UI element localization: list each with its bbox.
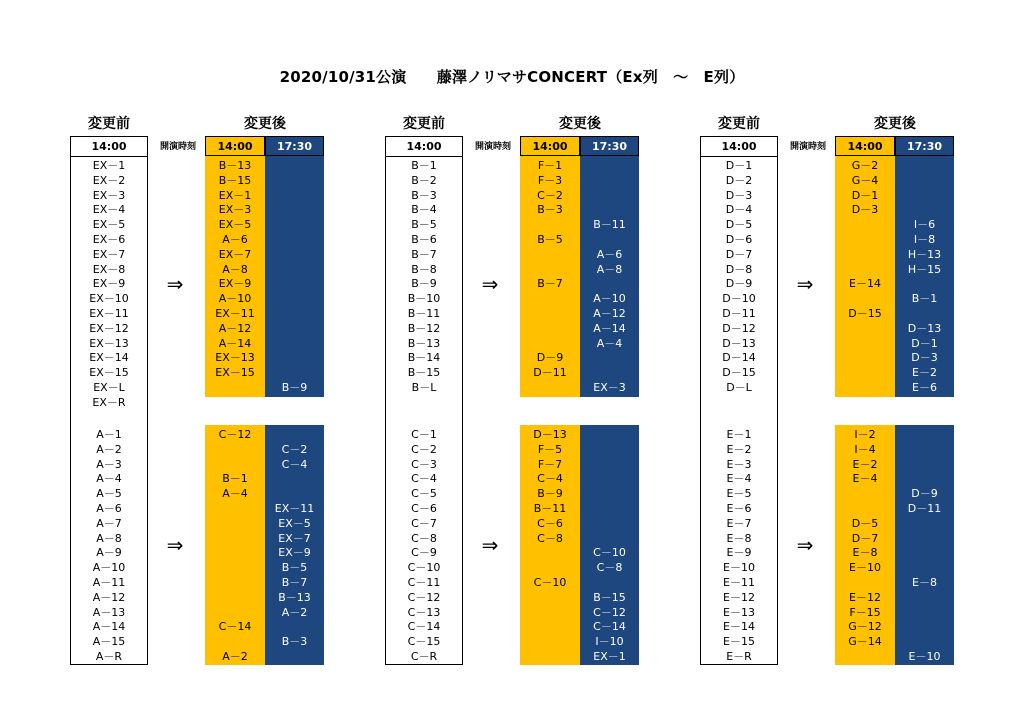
seat-after-1400: EX－5 — [218, 218, 252, 232]
start-time-label: 開演時刻 — [474, 142, 511, 152]
seat-before: E－4 — [726, 472, 752, 486]
seat-before — [386, 395, 462, 410]
seat-before: D－8 — [725, 262, 753, 276]
seat-before: B－2 — [411, 173, 437, 187]
start-time-label: 開演時刻 — [159, 142, 196, 152]
seat-before: A－8 — [96, 531, 122, 545]
seat-before: C－14 — [407, 620, 441, 634]
seat-before: E－12 — [723, 590, 755, 604]
seat-after-1730: A－4 — [596, 336, 623, 350]
seat-before: E－5 — [726, 487, 752, 501]
seat-before: C－15 — [407, 635, 441, 649]
seat-before: B－7 — [411, 247, 437, 261]
seat-after-1400: D－3 — [851, 203, 879, 217]
seat-after-1730: B－1 — [911, 292, 938, 306]
seat-after-1400: E－2 — [852, 457, 878, 471]
seat-before: B－9 — [411, 277, 437, 291]
seat-before: D－11 — [722, 307, 756, 320]
after-time-1400: 14:00 — [205, 136, 265, 156]
seat-after-1400: A－4 — [222, 487, 248, 501]
seat-before: C－6 — [411, 502, 437, 515]
seat-after-1400: G－12 — [848, 620, 882, 634]
seat-after-1730: D－3 — [911, 351, 938, 365]
seat-after-1400: B－15 — [218, 173, 252, 187]
seat-after-1400: B－5 — [537, 233, 563, 246]
seat-after-1400: C－12 — [218, 428, 252, 441]
seat-block-1 — [70, 0, 370, 724]
seat-after-1730: H－13 — [907, 247, 942, 261]
seat-after-1730: I－10 — [595, 635, 624, 649]
seat-after-1730: D－13 — [907, 321, 942, 335]
seat-after-1400: C－8 — [537, 531, 563, 545]
seat-after-1400: E－12 — [849, 590, 881, 604]
seat-after-1730: C－14 — [593, 620, 626, 634]
seat-before: D－15 — [722, 366, 756, 380]
seat-before: EX－R — [92, 395, 126, 409]
seat-before: E－7 — [726, 516, 752, 530]
seat-after-1730: I－6 — [913, 218, 936, 232]
start-time-label: 開演時刻 — [789, 142, 826, 152]
seat-after-1730: D－9 — [911, 487, 938, 501]
seat-before: C－9 — [411, 546, 437, 560]
seat-before: D－10 — [722, 292, 756, 306]
seat-before: E－R — [726, 650, 752, 663]
seat-before: EX－6 — [92, 233, 126, 246]
seat-after-1400: D－7 — [851, 531, 879, 545]
seat-after-1730: B－11 — [593, 218, 626, 232]
seat-before: C－13 — [407, 605, 441, 619]
seat-before: E－13 — [723, 605, 755, 619]
seat-before: EX－4 — [92, 203, 126, 217]
seat-before: B－8 — [411, 262, 437, 276]
seat-before: D－6 — [725, 233, 753, 246]
seat-before: C－11 — [407, 576, 441, 589]
seat-before: D－3 — [725, 188, 753, 202]
seat-after-1400: EX－11 — [215, 307, 255, 320]
seat-after-1400: A－14 — [218, 336, 252, 350]
seat-after-1730: A－10 — [593, 292, 626, 306]
before-header: 変更前 — [403, 116, 445, 132]
seat-block-3 — [700, 0, 1000, 724]
seat-after-1400: G－14 — [848, 635, 882, 649]
seat-before: A－5 — [96, 487, 122, 501]
seat-after-1730: A－12 — [593, 307, 626, 320]
seat-after-1400: C－4 — [537, 472, 563, 486]
seat-after-1400: D－13 — [533, 428, 567, 441]
seat-before: A－1 — [96, 428, 122, 441]
seat-before: E－2 — [726, 442, 752, 456]
seat-before: C－R — [410, 650, 438, 663]
seat-before: D－L — [726, 381, 752, 394]
seat-before: E－9 — [726, 546, 752, 560]
seat-before: EX－5 — [92, 218, 126, 232]
before-time: 14:00 — [386, 137, 462, 157]
after-time-1400: 14:00 — [835, 136, 895, 156]
seat-before: E－8 — [726, 531, 752, 545]
seat-after-1400: C－10 — [533, 576, 567, 589]
seat-after-1400: F－1 — [537, 159, 563, 172]
seat-after-1730: EX－1 — [593, 650, 626, 663]
seat-after-1730: EX－5 — [278, 516, 311, 530]
seat-after-1400: G－2 — [851, 159, 879, 172]
seat-after-1400: A－6 — [222, 233, 248, 246]
seat-after-1400: D－1 — [851, 188, 879, 202]
seat-before: EX－8 — [92, 262, 126, 276]
seat-before: D－13 — [722, 336, 756, 350]
seat-before: D－7 — [725, 247, 753, 261]
seat-before: E－1 — [726, 428, 752, 441]
seat-before: A－10 — [92, 561, 126, 575]
seat-after-1730: D－1 — [911, 336, 938, 350]
seat-before — [701, 395, 777, 410]
after-header: 変更後 — [244, 116, 286, 132]
seat-after-1400: C－6 — [537, 516, 563, 530]
seat-after-1730: C－2 — [281, 442, 308, 456]
seat-before: B－1 — [411, 159, 437, 172]
seat-before: B－5 — [411, 218, 437, 232]
seat-block-2 — [385, 0, 685, 724]
after-time-1730: 17:30 — [580, 136, 639, 156]
seat-after-1400: D－5 — [851, 516, 879, 530]
seat-before: EX－2 — [92, 173, 126, 187]
seat-before: E－10 — [723, 561, 755, 575]
seat-before: A－13 — [92, 605, 126, 619]
seat-before: A－15 — [92, 635, 126, 649]
seat-after-1400: B－11 — [533, 502, 567, 515]
seat-after-1400: B－3 — [537, 203, 563, 217]
section-gap — [835, 397, 954, 425]
seat-before: C－5 — [411, 487, 437, 501]
seat-after-1730: A－2 — [281, 605, 308, 619]
seat-before: E－15 — [723, 635, 755, 649]
seat-after-1400: D－11 — [533, 366, 567, 380]
seat-after-1730: B－3 — [281, 635, 308, 649]
seat-after-1400: F－7 — [537, 457, 563, 471]
seat-after-1400: E－8 — [852, 546, 878, 560]
seat-after-1400: A－12 — [218, 321, 252, 335]
seat-after-1400: EX－7 — [218, 247, 252, 261]
after-time-1730: 17:30 — [265, 136, 324, 156]
seat-after-1730: E－6 — [912, 381, 937, 394]
arrow-icon: ⇒ — [796, 272, 814, 296]
seat-after-1400: EX－9 — [218, 277, 252, 291]
seat-before: D－1 — [725, 159, 753, 172]
before-header: 変更前 — [88, 116, 130, 132]
seat-after-1400: D－15 — [848, 307, 882, 320]
seat-after-1730: EX－13 — [274, 395, 315, 409]
seat-after-1400: C－14 — [218, 620, 252, 634]
seat-before: D－9 — [725, 277, 753, 291]
seat-after-1730: I－8 — [913, 233, 936, 246]
seat-after-1730: E－8 — [912, 576, 937, 589]
seat-after-1400: B－7 — [537, 277, 563, 291]
seat-after-1400: E－14 — [849, 277, 881, 291]
seat-before: EX－7 — [92, 247, 126, 261]
seat-before: D－12 — [722, 321, 756, 335]
seat-after-1400: EX－3 — [218, 203, 252, 217]
seat-before: D－5 — [725, 218, 753, 232]
seat-before: B－3 — [411, 188, 437, 202]
seat-before: B－L — [411, 381, 437, 394]
seat-after-1400: B－9 — [537, 487, 563, 501]
seat-after-1400: E－10 — [849, 561, 881, 575]
seat-after-1730: EX－9 — [278, 546, 311, 560]
seat-after-1730: EX－3 — [593, 381, 626, 394]
seat-after-1730: E－10 — [908, 650, 941, 663]
seat-before: B－12 — [407, 321, 441, 335]
seat-before: D－4 — [725, 203, 753, 217]
seat-before: C－12 — [407, 590, 441, 604]
seat-before: B－6 — [411, 233, 437, 246]
seat-before: E－11 — [723, 576, 755, 589]
seat-before: A－7 — [96, 516, 122, 530]
seat-after-1400: G－4 — [851, 173, 879, 187]
seat-after-1730: B－9 — [281, 381, 308, 394]
seat-before: EX－L — [93, 381, 125, 394]
seat-after-1400: B－13 — [218, 159, 252, 172]
seat-after-1730: E－2 — [912, 366, 937, 380]
before-time: 14:00 — [701, 137, 777, 157]
seat-before: A－11 — [92, 576, 126, 589]
seat-before: EX－15 — [89, 366, 129, 380]
seat-after-1730: A－6 — [596, 247, 623, 261]
seat-before: EX－14 — [89, 351, 129, 365]
seat-after-1400: F－5 — [537, 442, 563, 456]
arrow-icon: ⇒ — [481, 533, 499, 557]
seat-before: A－4 — [96, 472, 122, 486]
seat-before: A－R — [95, 650, 123, 663]
seat-after-1730: D－11 — [907, 502, 942, 515]
seat-before: A－2 — [96, 442, 122, 456]
seat-before: B－14 — [407, 351, 441, 365]
seat-after-1400: A－8 — [222, 262, 248, 276]
seat-after-1730: C－12 — [593, 605, 626, 619]
seat-before: A－6 — [96, 502, 122, 515]
seat-after-1400: I－4 — [854, 442, 876, 456]
seat-after-1400: EX－1 — [218, 188, 252, 202]
arrow-icon: ⇒ — [796, 533, 814, 557]
seat-after-1400: E－4 — [852, 472, 878, 486]
seat-before: C－1 — [411, 428, 437, 441]
seat-before: C－10 — [407, 561, 441, 575]
seat-before: EX－13 — [89, 336, 129, 350]
after-time-1730: 17:30 — [895, 136, 954, 156]
seat-before: C－3 — [411, 457, 437, 471]
after-header: 変更後 — [559, 116, 601, 132]
seat-before: A－3 — [96, 457, 122, 471]
seat-before: C－4 — [411, 472, 437, 486]
seat-before: B－4 — [411, 203, 437, 217]
seat-after-1730: B－5 — [281, 561, 308, 575]
seat-before: A－14 — [92, 620, 126, 634]
seat-after-1730: B－7 — [281, 576, 308, 589]
arrow-icon: ⇒ — [166, 272, 184, 296]
seat-before: A－12 — [92, 590, 126, 604]
page-title: 2020/10/31公演 藤澤ノリマサCONCERT（Ex列 ～ E列） — [279, 68, 745, 86]
seat-before: EX－10 — [89, 292, 129, 306]
seat-after-1730: A－8 — [596, 262, 623, 276]
seat-before: EX－11 — [89, 307, 129, 320]
seat-after-1400: D－9 — [536, 351, 564, 365]
seat-before: E－14 — [723, 620, 755, 634]
seat-after-1400: F－15 — [849, 605, 881, 619]
seat-after-1400: B－1 — [222, 472, 248, 486]
seat-after-1730: C－4 — [281, 457, 308, 471]
seat-before: EX－9 — [92, 277, 126, 291]
seat-after-1730: C－10 — [593, 546, 626, 560]
seat-before: B－13 — [407, 336, 441, 350]
seat-before: E－3 — [726, 457, 752, 471]
seat-after-1400: EX－13 — [215, 351, 255, 365]
seat-before: C－7 — [411, 516, 437, 530]
before-header: 変更前 — [718, 116, 760, 132]
seat-after-1400: I－2 — [854, 428, 876, 441]
after-header: 変更後 — [874, 116, 916, 132]
section-gap — [520, 397, 639, 425]
seat-after-1730: EX－11 — [274, 502, 315, 515]
seat-before: B－15 — [407, 366, 441, 380]
arrow-icon: ⇒ — [166, 533, 184, 557]
seat-before: C－8 — [411, 531, 437, 545]
seat-after-1400: EX－15 — [215, 366, 255, 380]
seat-before: D－14 — [722, 351, 756, 365]
seat-before: EX－1 — [92, 159, 126, 172]
seat-after-1730: B－13 — [278, 590, 311, 604]
arrow-icon: ⇒ — [481, 272, 499, 296]
seat-before: E－6 — [726, 502, 752, 515]
before-time: 14:00 — [71, 137, 147, 157]
seat-after-1400: C－2 — [537, 188, 563, 202]
seat-before: C－2 — [411, 442, 437, 456]
after-time-1400: 14:00 — [520, 136, 580, 156]
seat-before: D－2 — [725, 173, 753, 187]
seat-after-1400: A－10 — [218, 292, 252, 306]
seat-after-1730: H－15 — [907, 262, 942, 276]
seat-before: A－9 — [96, 546, 122, 560]
seat-before: B－11 — [407, 307, 441, 320]
seat-after-1730: B－15 — [593, 590, 626, 604]
seat-after-1730: A－14 — [593, 321, 626, 335]
seat-before: EX－3 — [92, 188, 126, 202]
seat-after-1730: EX－7 — [278, 531, 311, 545]
seat-after-1400: F－3 — [537, 173, 563, 187]
seat-before: B－10 — [407, 292, 441, 306]
seat-after-1400: A－2 — [222, 650, 248, 663]
seat-after-1730: C－8 — [596, 561, 623, 575]
seat-before: EX－12 — [89, 321, 129, 335]
